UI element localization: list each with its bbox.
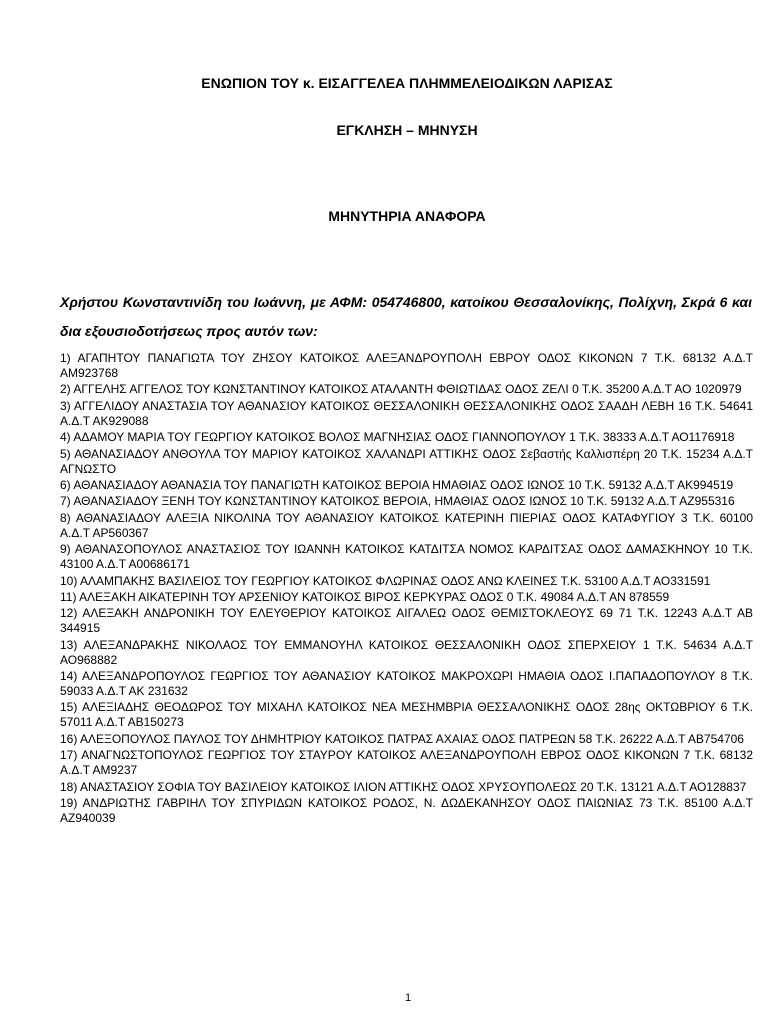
list-item: 9) ΑΘΑΝΑΣΟΠΟΥΛΟΣ ΑΝΑΣΤΑΣΙΟΣ ΤΟΥ ΙΩΑΝΝΗ ΚΑΤΟΙΚΟΣ ΚΑΤΔΙΤΣΑ ΝΟΜΟΣ ΚΑΡΔΙΤΣΑΣ ΟΔΟΣ ΔΑΜΑΣΚΗΝΟΥ 10 Τ.Κ. 43100 Α.Δ.Τ Α00686171 <box>60 542 753 572</box>
list-item: 2) ΑΓΓΕΛΗΣ ΑΓΓΕΛΟΣ ΤΟΥ ΚΩΝΣΤΑΝΤΙΝΟΥ ΚΑΤΟΙΚΟΣ ΑΤΑΛΑΝΤΗ ΦΘΙΩΤΙΔΑΣ ΟΔΟΣ ΖΕΛΙ 0 Τ.Κ. 35200 Α.Δ.Τ ΑΟ 1020979 <box>60 382 742 397</box>
list-item: 18) ΑΝΑΣΤΑΣΙΟΥ ΣΟΦΙΑ ΤΟΥ ΒΑΣΙΛΕΙΟΥ ΚΑΤΟΙΚΟΣ ΙΛΙΟΝ ΑΤΤΙΚΗΣ ΟΔΟΣ ΧΡΥΣΟΥΠΟΛΕΩΣ 20 Τ.Κ. 13121 Α.Δ.Τ ΑΟ128837 <box>60 779 747 794</box>
list-item: 7) ΑΘΑΝΑΣΙΑΔΟΥ ΞΕΝΗ ΤΟΥ ΚΩΝΣΤΑΝΤΙΝΟΥ ΚΑΤΟΙΚΟΣ ΒΕΡΟΙΑ, ΗΜΑΘΙΑΣ ΟΔΟΣ ΙΩΝΟΣ 10 Τ.Κ. 59132 Α.Δ.Τ ΑΖ955316 <box>60 494 735 509</box>
list-item: 6) ΑΘΑΝΑΣΙΑΔΟΥ ΑΘΑΝΑΣΙΑ ΤΟΥ ΠΑΝΑΓΙΩΤΗ ΚΑΤΟΙΚΟΣ ΒΕΡΟΙΑ ΗΜΑΘΙΑΣ ΟΔΟΣ ΙΩΝΟΣ 10 Τ.Κ. 59132 Α.Δ.Τ ΑΚ994519 <box>60 477 734 492</box>
list-item: 16) ΑΛΕΞΟΠΟΥΛΟΣ ΠΑΥΛΟΣ ΤΟΥ ΔΗΜΗΤΡΙΟΥ ΚΑΤΟΙΚΟΣ ΠΑΤΡΑΣ ΑΧΑΙΑΣ ΟΔΟΣ ΠΑΤΡΕΩΝ 58 Τ.Κ. 26222 Α.Δ.Τ ΑΒ754706 <box>60 731 744 746</box>
list-item: 1) ΑΓΑΠΗΤΟΥ ΠΑΝΑΓΙΩΤΑ ΤΟΥ ΖΗΣΟΥ ΚΑΤΟΙΚΟΣ ΑΛΕΞΑΝΔΡΟΥΠΟΛΗ ΕΒΡΟΥ ΟΔΟΣ ΚΙΚΟΝΩΝ 7 Τ.Κ. 68132 Α.Δ.Τ ΑΜ923768 <box>60 351 753 380</box>
page-number: 1 <box>404 992 412 1004</box>
list-item: 14) ΑΛΕΞΑΝΔΡΟΠΟΥΛΟΣ ΓΕΩΡΓΙΟΣ ΤΟΥ ΑΘΑΝΑΣΙΟΥ ΚΑΤΟΙΚΟΣ ΜΑΚΡΟΧΩΡΙ ΗΜΑΘΙΑ ΟΔΟΣ Ι.ΠΑΠΑΔΟΠΟΥΛΟΥ 8 Τ.Κ. 59033 Α.Δ.Τ ΑΚ 231632 <box>60 669 753 699</box>
list-item: 8) ΑΘΑΝΑΣΙΑΔΟΥ ΑΛΕΞΙΑ ΝΙΚΟΛΙΝΑ ΤΟΥ ΑΘΑΝΑΣΙΟΥ ΚΑΤΟΙΚΟΣ ΚΑΤΕΡΙΝΗ ΠΙΕΡΙΑΣ ΟΔΟΣ ΚΑΤΑΦΥΓΙΟΥ 3 Τ.Κ. 60100 Α.Δ.Τ ΑΡ560367 <box>60 510 753 540</box>
list-item: 13) ΑΛΕΞΑΝΔΡΑΚΗΣ ΝΙΚΟΛΑΟΣ ΤΟΥ ΕΜΜΑΝΟΥΗΛ ΚΑΤΟΙΚΟΣ ΘΕΣΣΑΛΟΝΙΚΗ ΟΔΟΣ ΣΠΕΡΧΕΙΟΥ 1 Τ.Κ. 54634 Α.Δ.Τ ΑΟ968882 <box>60 637 753 667</box>
list-item: 11) ΑΛΕΞΑΚΗ ΑΙΚΑΤΕΡΙΝΗ ΤΟΥ ΑΡΣΕΝΙΟΥ ΚΑΤΟΙΚΟΣ ΒΙΡΟΣ ΚΕΡΚΥΡΑΣ ΟΔΟΣ 0 Τ.Κ. 49084 Α.Δ.Τ ΑΝ 878559 <box>60 589 670 604</box>
list-item: 4) ΑΔΑΜΟΥ ΜΑΡΙΑ ΤΟΥ ΓΕΩΡΓΙΟΥ ΚΑΤΟΙΚΟΣ ΒΟΛΟΣ ΜΑΓΝΗΣΙΑΣ ΟΔΟΣ ΓΙΑΝΝΟΠΟΥΛΟΥ 1 Τ.Κ. 38333 Α.Δ.Τ ΑΟ1176918 <box>60 430 735 445</box>
list-item: 15) ΑΛΕΞΙΑΔΗΣ ΘΕΟΔΩΡΟΣ ΤΟΥ ΜΙΧΑΗΛ ΚΑΤΟΙΚΟΣ ΝΕΑ ΜΕΣΗΜΒΡΙΑ ΘΕΣΣΑΛΟΝΙΚΗΣ ΟΔΟΣ 28ης ΟΚΤΩΒΡΙΟΥ 6 Τ.Κ. 57011 Α.Δ.Τ ΑΒ150273 <box>60 700 753 730</box>
list-item: 3) ΑΓΓΕΛΙΔΟΥ ΑΝΑΣΤΑΣΙΑ ΤΟΥ ΑΘΑΝΑΣΙΟΥ ΚΑΤΟΙΚΟΣ ΘΕΣΣΑΛΟΝΙΚΗ ΘΕΣΣΑΛΟΝΙΚΗΣ ΟΔΟΣ ΣΑΑΔΗ ΛΕΒΗ 16 Τ.Κ. 54641 Α.Δ.Τ ΑΚ929088 <box>60 398 753 428</box>
authorizers-list <box>60 351 753 827</box>
document-type-heading: ΕΓΚΛΗΣΗ – ΜΗΝΥΣΗ <box>336 122 478 138</box>
list-item: 17) ΑΝΑΓΝΩΣΤΟΠΟΥΛΟΣ ΓΕΩΡΓΙΟΣ ΤΟΥ ΣΤΑΥΡΟΥ ΚΑΤΟΙΚΟΣ ΑΛΕΞΑΝΔΡΟΥΠΟΛΗ ΕΒΡΟΣ ΟΔΟΣ ΚΙΚΟΝΩΝ 7 Τ.Κ. 68132 Α.Δ.Τ ΑΜ9237 <box>60 748 753 778</box>
report-title-heading: ΜΗΝΥΤΗΡΙΑ ΑΝΑΦΟΡΑ <box>328 208 486 224</box>
list-item: 10) ΑΛΑΜΠΑΚΗΣ ΒΑΣΙΛΕΙΟΣ ΤΟΥ ΓΕΩΡΓΙΟΥ ΚΑΤΟΙΚΟΣ ΦΛΩΡΙΝΑΣ ΟΔΟΣ ΑΝΩ ΚΛΕΙΝΕΣ Τ.Κ. 53100 Α.Δ.Τ ΑΟ331591 <box>60 573 711 588</box>
list-item: 12) ΑΛΕΞΑΚΗ ΑΝΔΡΟΝΙΚΗ ΤΟΥ ΕΛΕΥΘΕΡΙΟΥ ΚΑΤΟΙΚΟΣ ΑΙΓΑΛΕΩ ΟΔΟΣ ΘΕΜΙΣΤΟΚΛΕΟΥΣ 69 71 Τ.Κ. 12243 Α.Δ.Τ ΑΒ 344915 <box>60 606 753 636</box>
complainant-intro: Χρήστου Κωνσταντινίδη του Ιωάννη, με ΑΦΜ: 054746800, κατοίκου Θεσσαλονίκης, Πολίχνη, Σκρά 6 και δια εξουσιοδοτήσεως προς αυτόν των: <box>60 294 752 339</box>
list-item: 19) ΑΝΔΡΙΩΤΗΣ ΓΑΒΡΙΗΛ ΤΟΥ ΣΠΥΡΙΔΩΝ ΚΑΤΟΙΚΟΣ ΡΟΔΟΣ, Ν. ΔΩΔΕΚΑΝΗΣΟΥ ΟΔΟΣ ΠΑΙΩΝΙΑΣ 73 Τ.Κ. 85100 Α.Δ.Τ ΑΖ940039 <box>60 796 753 826</box>
court-heading: ΕΝΩΠΙΟΝ ΤΟΥ κ. ΕΙΣΑΓΓΕΛΕΑ ΠΛΗΜΜΕΛΕΙΟΔΙΚΩΝ ΛΑΡΙΣΑΣ <box>201 75 613 91</box>
list-item: 5) ΑΘΑΝΑΣΙΑΔΟΥ ΑΝΘΟΥΛΑ ΤΟΥ ΜΑΡΙΟΥ ΚΑΤΟΙΚΟΣ ΧΑΛΑΝΔΡΙ ΑΤΤΙΚΗΣ ΟΔΟΣ Σεβαστής Καλλισπέρη 20 Τ.Κ. 15234 Α.Δ.Τ ΑΓΝΩΣΤΟ <box>60 446 753 476</box>
